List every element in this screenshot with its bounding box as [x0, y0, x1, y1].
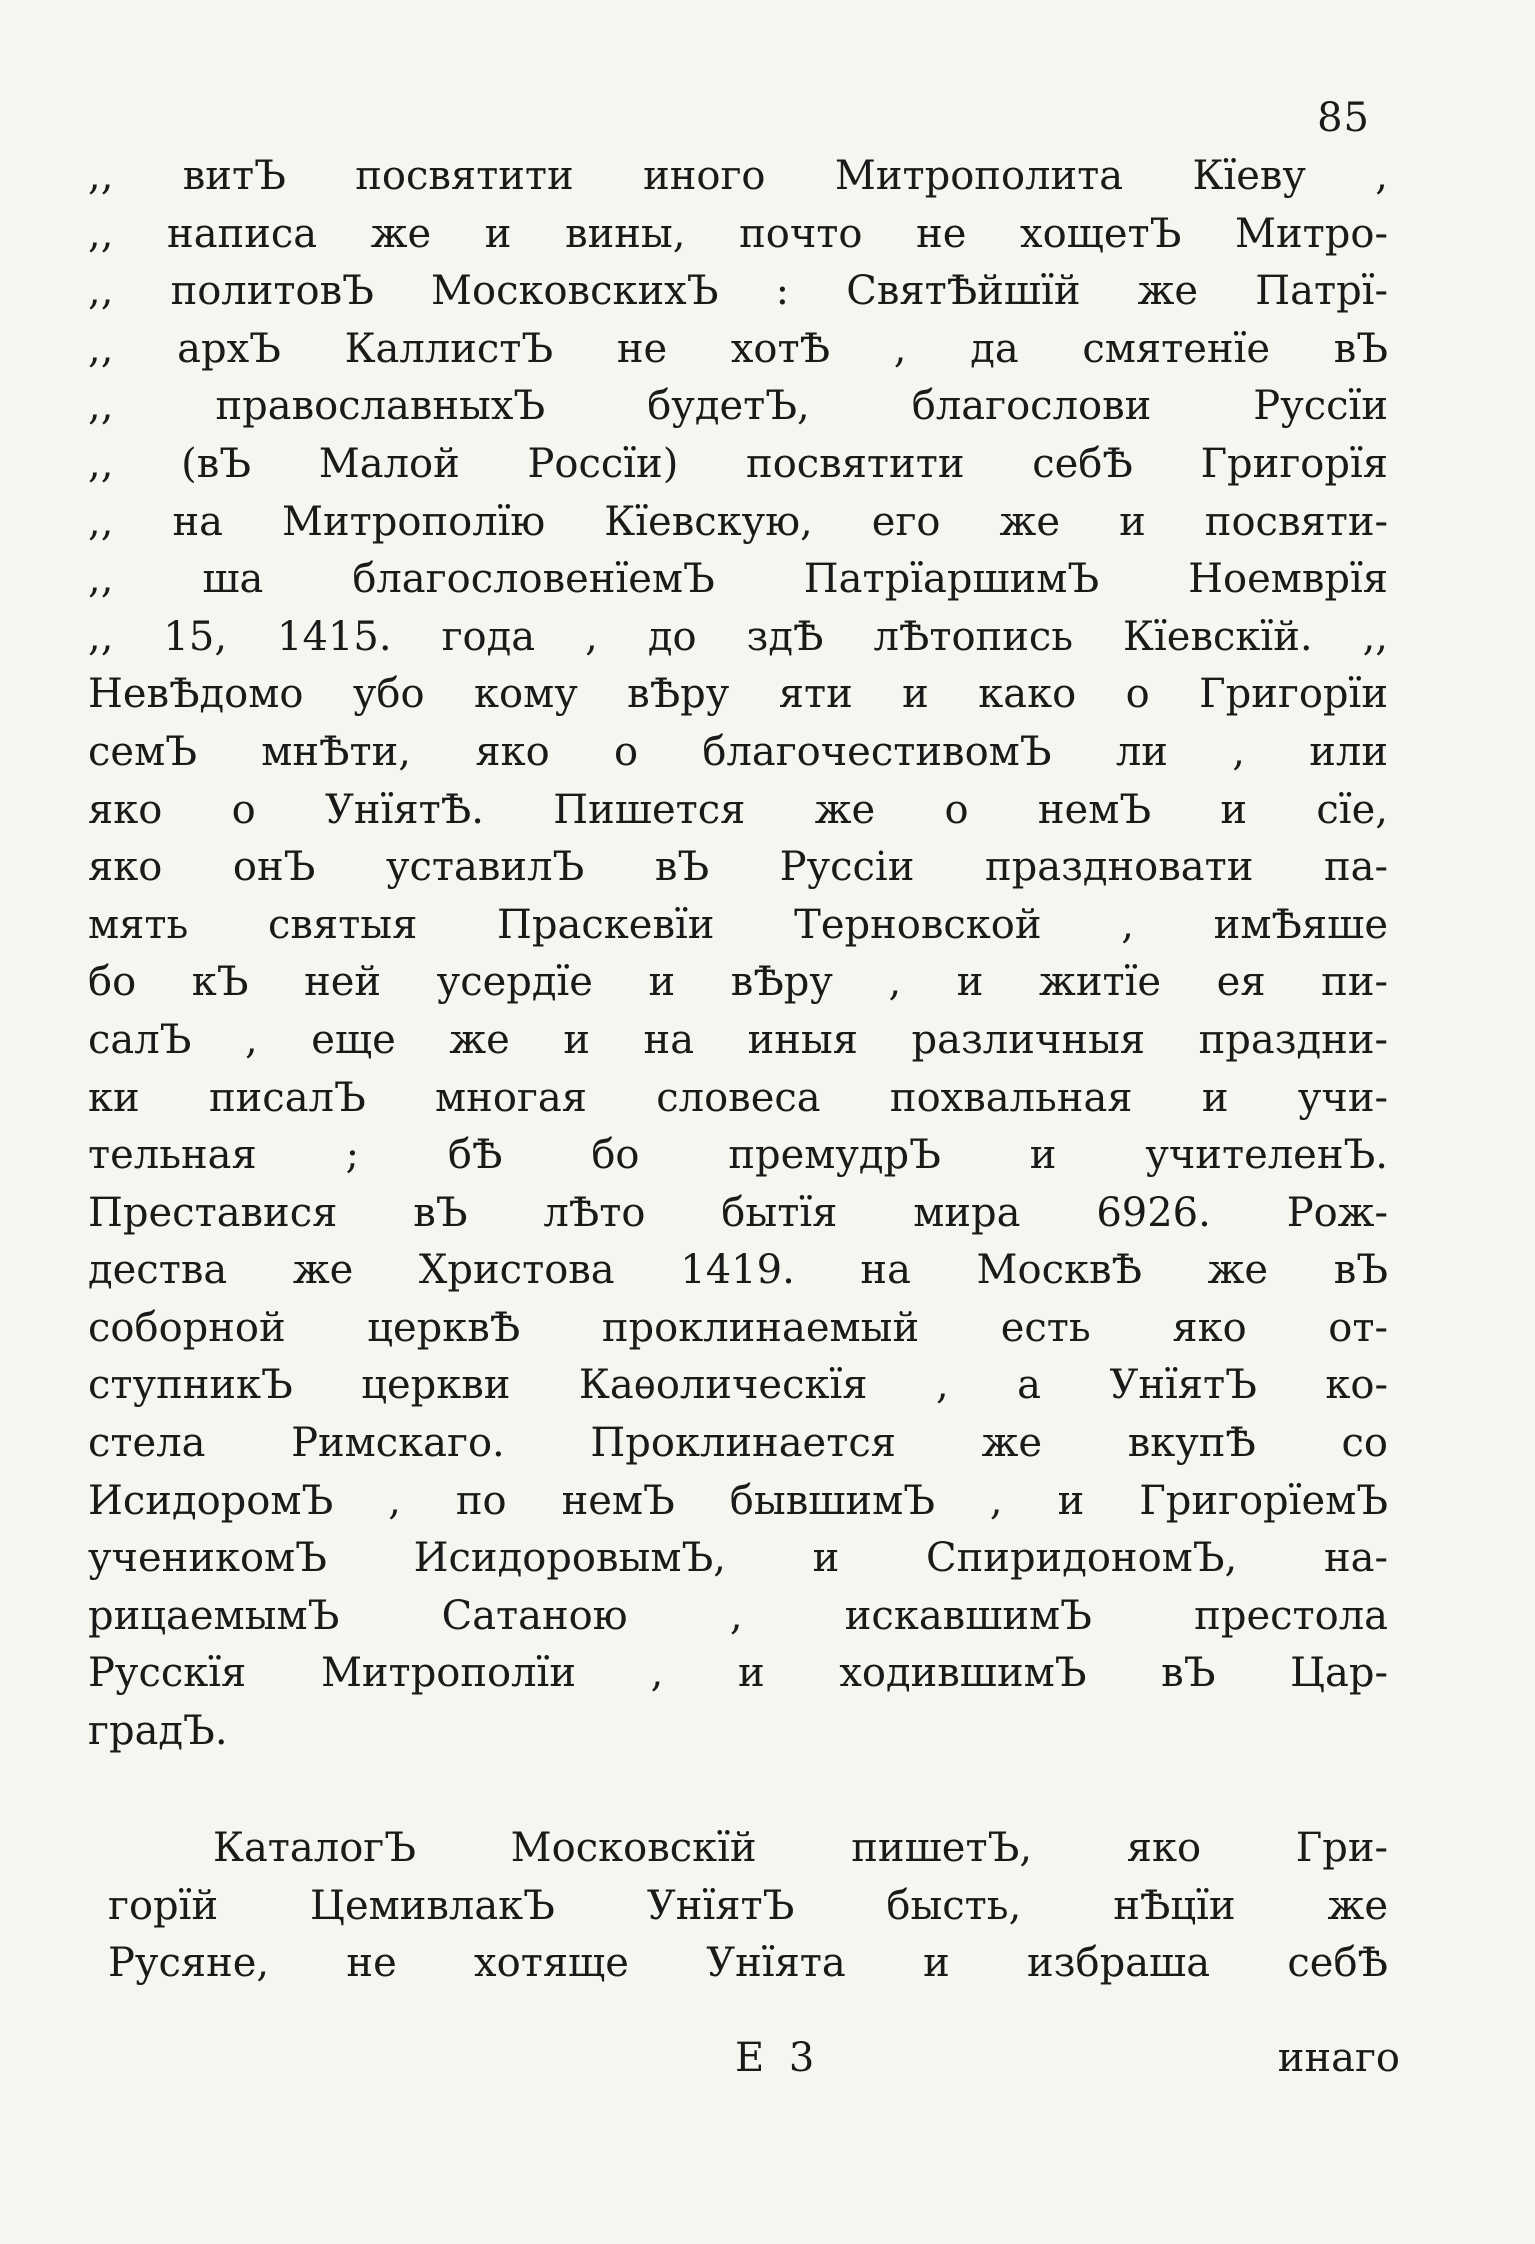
text-line: ,, политовЪ МосковскихЪ : СвятѢйшїй же Патрї- [88, 268, 1388, 315]
text-line: ,, 15, 1415. года , до здѢ лѢтопись Кїевскїй. ,, [88, 613, 1388, 660]
text-line: ,, на Митрополїю Кїевскую, его же и посвяти- [88, 498, 1388, 545]
text-line: Преставися вЪ лѢто бытїя мира 6926. Рож- [88, 1189, 1388, 1236]
page-number: 85 [1317, 95, 1370, 141]
text-line: мять святыя Праскевїи Терновской , имѢяше [88, 901, 1388, 948]
text-line: Русяне, не хотяще Унїята и избраша себѢ [108, 1940, 1388, 1987]
catchword: инаго [1277, 2035, 1400, 2081]
text-line: ,, написа же и вины, почто не хощетЪ Митро- [88, 210, 1388, 257]
text-line: горїй ЦемивлакЪ УнїятЪ бысть, нѢцїи же [108, 1882, 1388, 1929]
text-line: стела Римскаго. Проклинается же вкупѢ со [88, 1420, 1388, 1467]
text-line: тельная ; бѢ бо премудрЪ и учителенЪ. [88, 1132, 1388, 1179]
text-line: ,, православныхЪ будетЪ, благослови Руссїи [88, 383, 1388, 430]
text-line: ,, архЪ КаллистЪ не хотѢ , да смятенїе вЪ [88, 325, 1388, 372]
text-line: КаталогЪ Московскїй пишетЪ, яко Гри- [213, 1825, 1388, 1871]
text-line: ,, (вЪ Малой Россїи) посвятити себѢ Григорїя [88, 440, 1388, 487]
second-paragraph [108, 1820, 1388, 1993]
text-line: градЪ. [88, 1708, 228, 1755]
text-line: НевѢдомо убо кому вѢру яти и како о Григорїи [88, 671, 1388, 718]
text-line: ки писалЪ многая словеса похвальная и учи- [88, 1074, 1388, 1121]
text-line: яко о УнїятѢ. Пишется же о немЪ и сїе, [88, 786, 1388, 833]
text-line: ступникЪ церкви Каѳолическїя , а УнїятЪ ко- [88, 1362, 1388, 1409]
signature-mark: Е 3 [735, 2035, 821, 2081]
text-line: яко онЪ уставилЪ вЪ Руссіи праздновати па- [88, 844, 1388, 891]
text-line: салЪ , еще же и на иныя различныя праздни- [88, 1016, 1388, 1063]
main-paragraph [88, 148, 1388, 1761]
text-line: бо кЪ ней усердїе и вѢру , и житїе ея пи- [88, 959, 1388, 1006]
text-line: рицаемымЪ Сатаною , искавшимЪ престола [88, 1592, 1388, 1639]
text-line: ИсидоромЪ , по немЪ бывшимЪ , и ГригорїемЪ [88, 1477, 1388, 1524]
text-line: Русскїя Митрополїи , и ходившимЪ вЪ Цар- [88, 1650, 1388, 1697]
text-line: ,, ша благословенїемЪ ПатрїаршимЪ Ноемврїя [88, 556, 1388, 603]
text-line: соборной церквѢ проклинаемый есть яко от- [88, 1304, 1388, 1351]
text-line: дества же Христова 1419. на МосквѢ же вЪ [88, 1247, 1388, 1294]
text-line: ,, витЪ посвятити иного Митрополита Кїеву , [88, 153, 1388, 199]
text-line: семЪ мнѢти, яко о благочестивомЪ ли , или [88, 728, 1388, 775]
text-line: ученикомЪ ИсидоровымЪ, и СпиридономЪ, на- [88, 1535, 1388, 1582]
